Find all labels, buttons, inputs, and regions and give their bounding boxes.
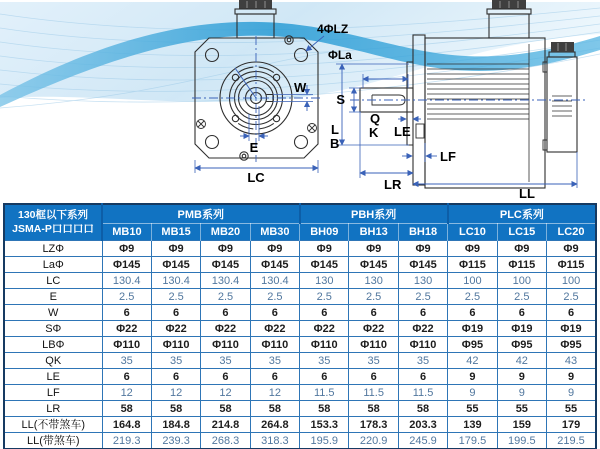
value-cell: Φ22 <box>250 321 299 337</box>
dim-label-l: L <box>331 122 339 137</box>
value-cell: Φ22 <box>151 321 200 337</box>
value-cell: 139 <box>448 417 497 433</box>
model-header: MB15 <box>151 224 200 241</box>
value-cell: 35 <box>151 353 200 369</box>
value-cell: 12 <box>250 385 299 401</box>
series-header: PMB系列 <box>102 204 300 224</box>
value-cell: Φ115 <box>448 257 497 273</box>
dim-label-k: K <box>369 125 379 140</box>
value-cell: 12 <box>201 385 250 401</box>
value-cell: 130.4 <box>102 273 151 289</box>
mount-hole <box>206 136 219 149</box>
value-cell: Φ110 <box>201 337 250 353</box>
value-cell: Φ145 <box>300 257 349 273</box>
value-cell: 6 <box>300 305 349 321</box>
table-row <box>4 337 596 353</box>
value-cell: 179 <box>547 417 596 433</box>
value-cell: Φ145 <box>250 257 299 273</box>
row-label: LF <box>4 385 102 401</box>
dim-label-le: LE <box>394 124 411 139</box>
value-cell: 100 <box>547 273 596 289</box>
value-cell: 35 <box>349 353 398 369</box>
value-cell: Φ9 <box>300 241 349 257</box>
row-label: LE <box>4 369 102 385</box>
table-row <box>4 369 596 385</box>
table-row <box>4 257 596 273</box>
value-cell: Φ19 <box>448 321 497 337</box>
value-cell: 219.5 <box>547 433 596 449</box>
value-cell: 2.5 <box>102 289 151 305</box>
model-header: LC15 <box>497 224 546 241</box>
value-cell: 6 <box>398 305 447 321</box>
dim-label-phila: ΦLa <box>328 48 352 62</box>
value-cell: Φ110 <box>398 337 447 353</box>
value-cell: 35 <box>300 353 349 369</box>
value-cell: 42 <box>448 353 497 369</box>
row-label: LaΦ <box>4 257 102 273</box>
value-cell: 214.8 <box>201 417 250 433</box>
value-cell: 2.5 <box>250 289 299 305</box>
value-cell: 203.3 <box>398 417 447 433</box>
model-header: MB30 <box>250 224 299 241</box>
dim-label-e: E <box>249 140 259 155</box>
value-cell: Φ22 <box>201 321 250 337</box>
value-cell: Φ19 <box>547 321 596 337</box>
row-label: SΦ <box>4 321 102 337</box>
model-header: LC10 <box>448 224 497 241</box>
value-cell: 6 <box>547 305 596 321</box>
value-cell: 239.3 <box>151 433 200 449</box>
value-cell: Φ145 <box>398 257 447 273</box>
value-cell: 199.5 <box>497 433 546 449</box>
encoder-connector-cap <box>551 42 574 52</box>
value-cell: 35 <box>250 353 299 369</box>
value-cell: 58 <box>349 401 398 417</box>
value-cell: Φ145 <box>151 257 200 273</box>
model-header: BH18 <box>398 224 447 241</box>
value-cell: 2.5 <box>349 289 398 305</box>
spec-table <box>3 203 597 449</box>
value-cell: Φ9 <box>201 241 250 257</box>
row-label: LR <box>4 401 102 417</box>
value-cell: 9 <box>448 385 497 401</box>
value-cell: Φ9 <box>398 241 447 257</box>
value-cell: 6 <box>448 305 497 321</box>
table-row <box>4 417 596 433</box>
row-label: LL(带煞车) <box>4 433 102 449</box>
value-cell: 2.5 <box>151 289 200 305</box>
value-cell: 178.3 <box>349 417 398 433</box>
dim-label-s: S <box>336 92 345 107</box>
value-cell: Φ22 <box>102 321 151 337</box>
value-cell: 9 <box>497 369 546 385</box>
value-cell: 159 <box>497 417 546 433</box>
value-cell: 130 <box>300 273 349 289</box>
encoder-body <box>547 57 577 152</box>
value-cell: 2.5 <box>201 289 250 305</box>
value-cell: Φ115 <box>547 257 596 273</box>
value-cell: 6 <box>349 305 398 321</box>
cross-screw <box>197 120 317 133</box>
value-cell: 58 <box>250 401 299 417</box>
value-cell: Φ9 <box>547 241 596 257</box>
value-cell: 6 <box>250 369 299 385</box>
value-cell: Φ9 <box>102 241 151 257</box>
value-cell: Φ95 <box>448 337 497 353</box>
value-cell: 42 <box>497 353 546 369</box>
value-cell: Φ110 <box>300 337 349 353</box>
value-cell: 6 <box>398 369 447 385</box>
value-cell: 43 <box>547 353 596 369</box>
value-cell: Φ145 <box>201 257 250 273</box>
value-cell: 2.5 <box>300 289 349 305</box>
value-cell: 35 <box>102 353 151 369</box>
table-row <box>4 385 596 401</box>
corner-line1: 130框以下系列 <box>17 208 89 221</box>
value-cell: 6 <box>102 305 151 321</box>
dim-label-lr: LR <box>384 177 402 192</box>
table-row <box>4 289 596 305</box>
value-cell: 55 <box>547 401 596 417</box>
row-label: LBΦ <box>4 337 102 353</box>
value-cell: Φ145 <box>349 257 398 273</box>
value-cell: 2.5 <box>547 289 596 305</box>
value-cell: 184.8 <box>151 417 200 433</box>
value-cell: 2.5 <box>448 289 497 305</box>
table-row <box>4 305 596 321</box>
value-cell: 2.5 <box>497 289 546 305</box>
row-label: LL(不带煞车) <box>4 417 102 433</box>
value-cell: Φ9 <box>250 241 299 257</box>
dim-label-lc: LC <box>247 170 265 185</box>
value-cell: 9 <box>448 369 497 385</box>
value-cell: 179.5 <box>448 433 497 449</box>
value-cell: 11.5 <box>398 385 447 401</box>
value-cell: 9 <box>497 385 546 401</box>
model-header: BH13 <box>349 224 398 241</box>
table-row <box>4 241 596 257</box>
dim-label-lf: LF <box>440 149 456 164</box>
dim-label-q: Q <box>370 111 381 126</box>
value-cell: 268.3 <box>201 433 250 449</box>
value-cell: 35 <box>398 353 447 369</box>
value-cell: 6 <box>151 369 200 385</box>
value-cell: Φ22 <box>398 321 447 337</box>
value-cell: 58 <box>398 401 447 417</box>
value-cell: 6 <box>201 305 250 321</box>
row-label: QK <box>4 353 102 369</box>
row-label: W <box>4 305 102 321</box>
value-cell: 130 <box>398 273 447 289</box>
value-cell: 219.3 <box>102 433 151 449</box>
value-cell: Φ9 <box>497 241 546 257</box>
value-cell: 58 <box>300 401 349 417</box>
model-header: MB10 <box>102 224 151 241</box>
dim-label-ll: LL <box>519 186 535 201</box>
row-label: LZΦ <box>4 241 102 257</box>
value-cell: Φ110 <box>250 337 299 353</box>
value-cell: Φ115 <box>497 257 546 273</box>
table-row <box>4 321 596 337</box>
value-cell: 6 <box>201 369 250 385</box>
value-cell: Φ22 <box>349 321 398 337</box>
value-cell: Φ95 <box>497 337 546 353</box>
value-cell: 153.3 <box>300 417 349 433</box>
value-cell: 2.5 <box>398 289 447 305</box>
table-row <box>4 273 596 289</box>
corner-header <box>4 204 102 241</box>
value-cell: 55 <box>497 401 546 417</box>
value-cell: Φ110 <box>349 337 398 353</box>
value-cell: 220.9 <box>349 433 398 449</box>
value-cell: Φ22 <box>300 321 349 337</box>
value-cell: Φ9 <box>151 241 200 257</box>
value-cell: Φ9 <box>448 241 497 257</box>
value-cell: 6 <box>151 305 200 321</box>
value-cell: 11.5 <box>349 385 398 401</box>
value-cell: 6 <box>250 305 299 321</box>
value-cell: 9 <box>547 369 596 385</box>
dim-label-4philz: 4ΦLZ <box>317 22 349 36</box>
value-cell: 35 <box>201 353 250 369</box>
value-cell: 164.8 <box>102 417 151 433</box>
series-header: PLC系列 <box>448 204 596 224</box>
value-cell: 100 <box>448 273 497 289</box>
value-cell: 12 <box>151 385 200 401</box>
table-row <box>4 353 596 369</box>
dim-label-b: B <box>330 136 340 151</box>
value-cell: 130 <box>349 273 398 289</box>
value-cell: 130.4 <box>151 273 200 289</box>
value-cell: 58 <box>201 401 250 417</box>
value-cell: 130.4 <box>250 273 299 289</box>
value-cell: 6 <box>102 369 151 385</box>
value-cell: 318.3 <box>250 433 299 449</box>
value-cell: 6 <box>497 305 546 321</box>
value-cell: 58 <box>151 401 200 417</box>
value-cell: 11.5 <box>300 385 349 401</box>
dim-label-w: W <box>294 80 307 95</box>
value-cell: Φ95 <box>547 337 596 353</box>
technical-drawing <box>0 0 600 203</box>
value-cell: 6 <box>300 369 349 385</box>
series-header: PBH系列 <box>300 204 448 224</box>
value-cell: Φ110 <box>102 337 151 353</box>
value-cell: 264.8 <box>250 417 299 433</box>
row-label: E <box>4 289 102 305</box>
value-cell: 55 <box>448 401 497 417</box>
value-cell: 12 <box>102 385 151 401</box>
model-header: MB20 <box>201 224 250 241</box>
row-label: LC <box>4 273 102 289</box>
table-row <box>4 433 596 449</box>
model-header: LC20 <box>547 224 596 241</box>
value-cell: 58 <box>102 401 151 417</box>
corner-line2: JSMA-P口口口口 <box>12 222 94 235</box>
value-cell: 130.4 <box>201 273 250 289</box>
value-cell: Φ9 <box>349 241 398 257</box>
value-cell: Φ145 <box>102 257 151 273</box>
value-cell: 100 <box>497 273 546 289</box>
model-header: BH09 <box>300 224 349 241</box>
value-cell: Φ19 <box>497 321 546 337</box>
value-cell: 195.9 <box>300 433 349 449</box>
mount-hole <box>295 136 308 149</box>
table-row <box>4 401 596 417</box>
value-cell: 6 <box>349 369 398 385</box>
value-cell: 9 <box>547 385 596 401</box>
value-cell: Φ110 <box>151 337 200 353</box>
value-cell: 245.9 <box>398 433 447 449</box>
